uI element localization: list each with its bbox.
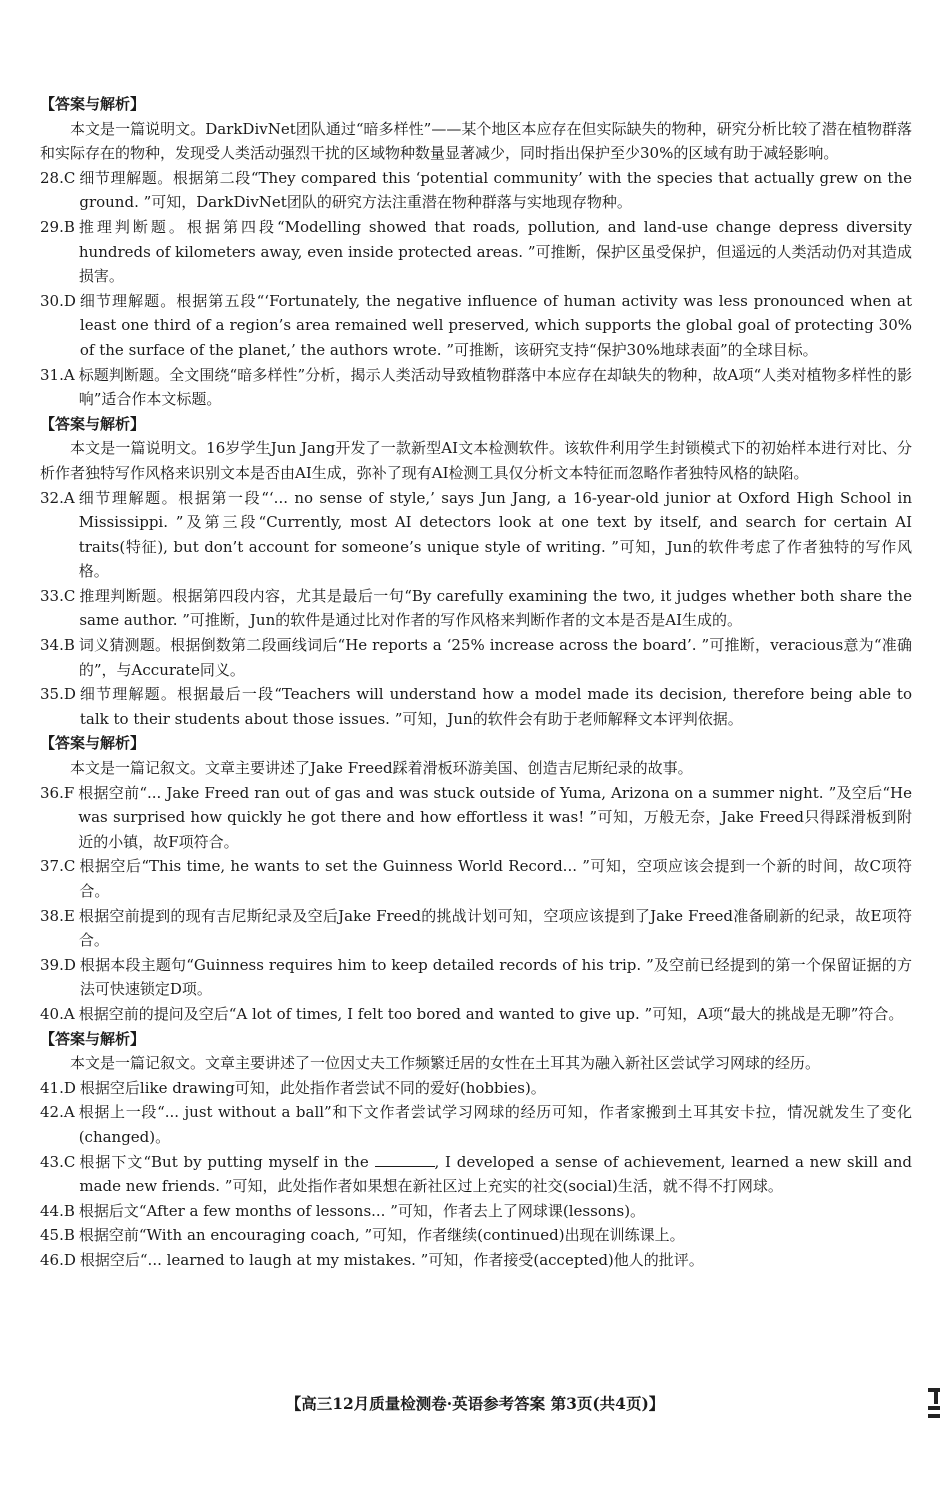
answer-explanation: 细节理解题。根据第五段“‘Fortunately, the negative influence of human activity was less pronounced when at least one third of a region’s area remained well preserved, which supports the global goal of protecting 30% of the surface of the planet,’ the authors wrote. ”可推断，该研究支持“保护30%地球表面”的全球目标。: [79, 291, 912, 359]
answer-number: 39.D: [40, 955, 76, 974]
answer-item: [40, 633, 912, 682]
answer-number: 38.E: [40, 906, 75, 925]
answer-explanation: 根据空前的提问及空后“A lot of times, I felt too bored and wanted to give up. ”可知，A项“最大的挑战是无聊”符合。: [78, 1004, 904, 1023]
section-intro: 本文是一篇说明文。DarkDivNet团队通过“暗多样性”——某个地区本应存在但实际缺失的物种，研究分析比较了潜在植物群落和实际存在的物种，发现受人类活动强烈干扰的区域物种数量显著减少，同时指出保护至少30%的区域有助于减轻影响。: [40, 119, 912, 163]
section-heading: 【答案与解析】: [40, 1029, 146, 1048]
scan-mark-icon: [926, 1384, 944, 1428]
section-heading: 【答案与解析】: [40, 734, 146, 753]
explanation-part: 根据下文“But by putting myself in the: [79, 1152, 369, 1171]
answer-explanation: 根据空后like drawing可知，此处指作者尝试不同的爱好(hobbies)。: [79, 1078, 546, 1097]
answer-number: 34.B: [40, 636, 75, 655]
page-footer: [0, 1392, 950, 1414]
answer-number: 35.D: [40, 685, 76, 704]
answer-item: [40, 1076, 912, 1101]
answer-explanation: 根据后文“After a few months of lessons... ”可知，作者去上了网球课(lessons)。: [78, 1201, 646, 1220]
answer-explanation: 细节理解题。根据第一段“‘... no sense of style,’ says Jun Jang, a 16-year-old junior at Oxford High School in Mississippi. ”及第三段“Currently, most AI detectors look at one text by itself, and search for certain AI traits(特征), but don’t account for someone’s unique style of writing. ”可知，Jun的软件考虑了作者独特的写作风格。: [78, 488, 912, 581]
answer-explanation: 推理判断题。根据第四段“Modelling showed that roads, pollution, and land-use change depress diversity hundreds of kilometers away, even inside protected areas. ”可推断，保护区虽受保护，但遥远的人类活动仍对其造成损害。: [78, 217, 912, 286]
answer-number: 42.A: [40, 1103, 75, 1122]
answer-item: [40, 584, 912, 633]
answer-number: 28.C: [40, 168, 76, 187]
answer-item: [40, 682, 912, 731]
answer-item: [40, 1223, 912, 1248]
answer-explanation: 根据本段主题句“Guinness requires him to keep detailed records of his trip. ”及空前已经提到的第一个保留证据的方法可快速锁定D项。: [79, 955, 912, 999]
answer-explanation: [75, 1150, 912, 1199]
answer-explanation: 细节理解题。根据第二段“They compared this ‘potential community’ with the species that actually grew on the ground. ”可知，DarkDivNet团队的研究方法注重潜在物种群落与实地现存物种。: [79, 168, 912, 212]
answer-number: 37.C: [40, 857, 76, 876]
answer-explanation: 标题判断题。全文围绕“暗多样性”分析，揭示人类活动导致植物群落中本应存在却缺失的物种，故A项“人类对植物多样性的影响”适合作本文标题。: [78, 365, 912, 409]
answer-item: [40, 1100, 912, 1149]
footer-page-number: 第3页(共4页)】: [550, 1394, 665, 1413]
answer-item: [40, 781, 912, 855]
answer-item: [40, 1199, 912, 1224]
answer-item: [40, 486, 912, 584]
section-intro: 本文是一篇记叙文。文章主要讲述了Jake Freed踩着滑板环游美国、创造吉尼斯纪录的故事。: [70, 759, 693, 778]
answer-explanation: 根据空后“This time, he wants to set the Guinness World Record... ”可知，空项应该会提到一个新的时间，故C项符合。: [79, 857, 912, 900]
answer-item: [40, 1248, 912, 1273]
answer-number: 44.B: [40, 1201, 75, 1220]
answer-item: [40, 1150, 912, 1199]
answer-explanation: 根据空前提到的现有吉尼斯纪录及空后Jake Freed的挑战计划可知，空项应该提到了Jake Freed准备刷新的纪录，故E项符合。: [78, 906, 912, 950]
answer-number: 29.B: [40, 217, 75, 236]
section-heading: 【答案与解析】: [40, 414, 146, 433]
section-heading: 【答案与解析】: [40, 95, 146, 113]
answer-number: 41.D: [40, 1078, 76, 1097]
answer-number: 33.C: [40, 586, 76, 605]
answer-content: [40, 92, 912, 1273]
answer-explanation: 细节理解题。根据最后一段“Teachers will understand how a model made its decision, therefore being able to talk to their students about those issues. ”可知，Jun的软件会有助于老师解释文本评判依据。: [79, 685, 912, 728]
section-intro: 本文是一篇记叙文。文章主要讲述了一位因丈夫工作频繁迁居的女性在土耳其为融入新社区尝试学习网球的经历。: [70, 1054, 821, 1073]
fill-in-blank: [375, 1152, 435, 1167]
answer-number: 32.A: [40, 488, 75, 507]
section-1: [40, 92, 912, 412]
answer-number: 46.D: [40, 1250, 76, 1269]
answer-item: [40, 289, 912, 363]
answer-explanation: 根据上一段“... just without a ball”和下文作者尝试学习网球的经历可知，作者家搬到土耳其安卡拉，情况就发生了变化(changed)。: [78, 1103, 912, 1146]
answer-number: 31.A: [40, 365, 75, 384]
footer-title: 【高三12月质量检测卷·英语参考答案: [285, 1394, 546, 1413]
section-3: [40, 731, 912, 1026]
answer-explanation: 推理判断题。根据第四段内容，尤其是最后一句“By carefully examining the two, it judges whether both share the same author. ”可推断，Jun的软件是通过比对作者的写作风格来判断作者的文本是否是AI生成的。: [79, 586, 912, 630]
answer-number: 30.D: [40, 291, 76, 310]
section-2: [40, 412, 912, 732]
answer-item: [40, 166, 912, 215]
answer-number: 40.A: [40, 1004, 75, 1023]
explanation-part: , I developed a sense of achievement, learned a new skill and made new friends. ”可知，此处指作者如果想在新社区过上充实的社交(social)生活，就不得不打网球。: [79, 1152, 912, 1196]
answer-item: [40, 363, 912, 412]
section-4: [40, 1027, 912, 1273]
answer-item: [40, 215, 912, 289]
answer-number: 36.F: [40, 783, 75, 802]
answer-item: [40, 953, 912, 1002]
answer-item: [40, 904, 912, 953]
answer-explanation: 词义猜测题。根据倒数第二段画线词后“He reports a ‘25% increase across the board’. ”可推断，veracious意为“准确的”，与Accurate同义。: [78, 636, 912, 679]
answer-explanation: 根据空前“... Jake Freed ran out of gas and was stuck outside of Yuma, Arizona on a summer night. ”及空后“He was surprised how quickly he got there and how effortless it was! ”可知，万般无奈，Jake Freed只得踩滑板到附近的小镇，故F项符合。: [78, 783, 912, 851]
answer-explanation: 根据空前“With an encouraging coach, ”可知，作者继续(continued)出现在训练课上。: [78, 1226, 685, 1245]
answer-number: 45.B: [40, 1226, 75, 1245]
answer-number: 43.C: [40, 1152, 76, 1171]
answer-item: [40, 854, 912, 903]
answer-item: [40, 1002, 912, 1027]
section-intro: 本文是一篇说明文。16岁学生Jun Jang开发了一款新型AI文本检测软件。该软件利用学生封锁模式下的初始样本进行对比、分析作者独特写作风格来识别文本是否由AI生成，弥补了现有AI检测工具仅分析文本特征而忽略作者独特风格的缺陷。: [40, 439, 912, 482]
answer-explanation: 根据空后“... learned to laugh at my mistakes. ”可知，作者接受(accepted)他人的批评。: [79, 1250, 704, 1269]
